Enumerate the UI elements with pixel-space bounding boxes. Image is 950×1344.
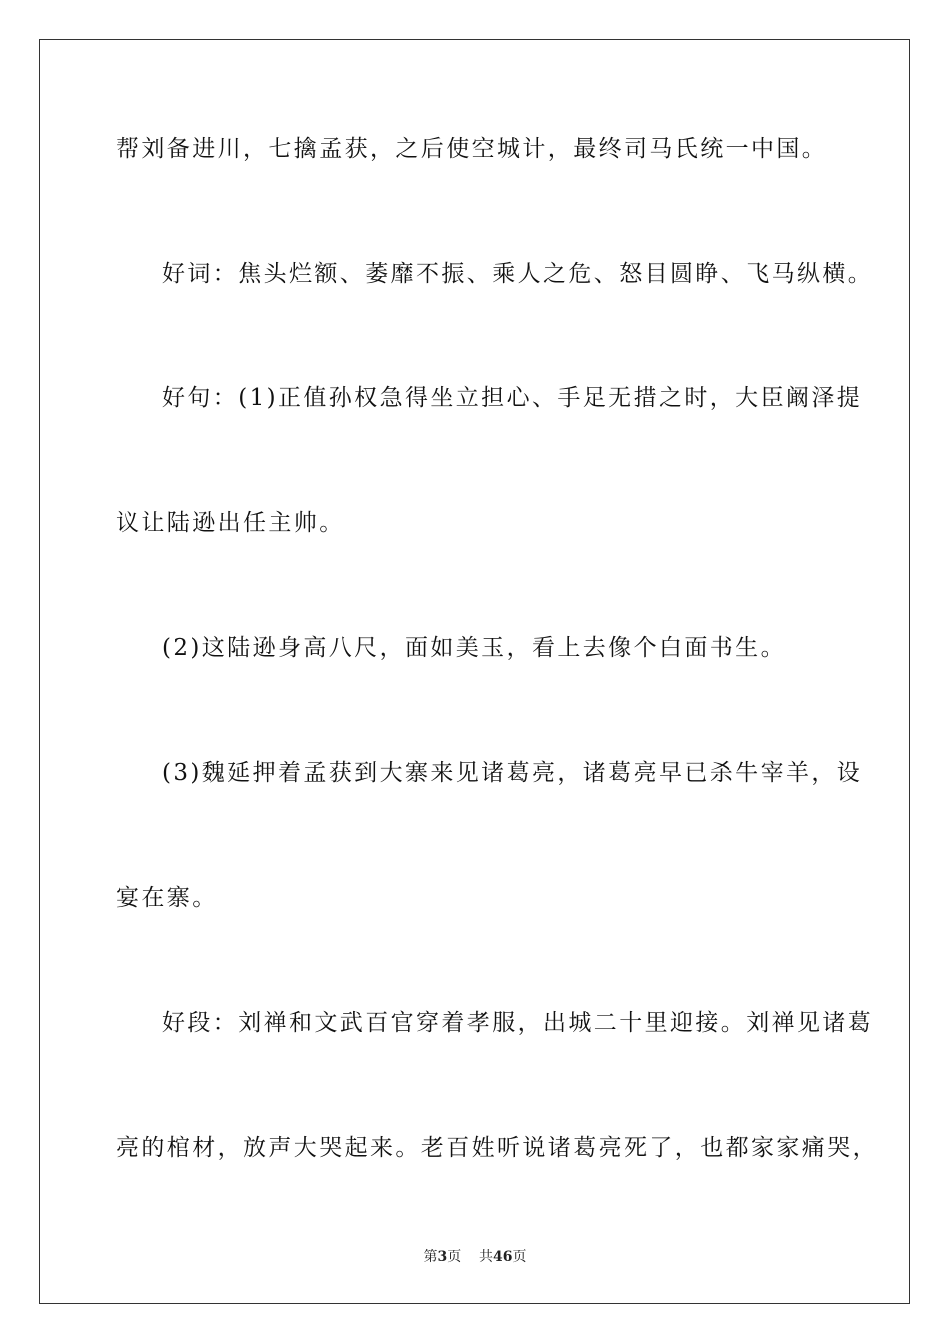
- paragraph-good-sentences-line-2: 议让陆逊出任主帅。: [116, 510, 345, 536]
- paragraph-sentence-2: (2)这陆逊身高八尺，面如美玉，看上去像个白面书生。: [162, 635, 786, 661]
- paragraph-line-1: 帮刘备进川，七擒孟获，之后使空城计，最终司马氏统一中国。: [116, 136, 828, 162]
- total-suffix: 页: [512, 1249, 527, 1265]
- page-suffix: 页: [447, 1249, 462, 1265]
- page-number: 3: [437, 1249, 448, 1265]
- paragraph-good-words: 好词：焦头烂额、萎靡不振、乘人之危、怒目圆睁、飞马纵横。: [162, 261, 874, 287]
- paragraph-good-passage-line-1: 好段：刘禅和文武百官穿着孝服，出城二十里迎接。刘禅见诸葛: [162, 1010, 874, 1036]
- total-prefix: 共: [479, 1249, 494, 1265]
- page-prefix: 第: [423, 1249, 438, 1265]
- page-footer: [0, 1248, 950, 1266]
- paragraph-good-passage-line-2: 亮的棺材，放声大哭起来。老百姓听说诸葛亮死了，也都家家痛哭，: [116, 1135, 878, 1161]
- paragraph-sentence-3-line-2: 宴在寨。: [116, 885, 218, 911]
- page-border: [39, 39, 910, 1304]
- paragraph-good-sentences-line-1: 好句：(1)正值孙权急得坐立担心、手足无措之时，大臣阚泽提: [162, 385, 863, 411]
- paragraph-sentence-3-line-1: (3)魏延押着孟获到大寨来见诸葛亮，诸葛亮早已杀牛宰羊，设: [162, 760, 863, 786]
- total-pages: 46: [493, 1249, 513, 1265]
